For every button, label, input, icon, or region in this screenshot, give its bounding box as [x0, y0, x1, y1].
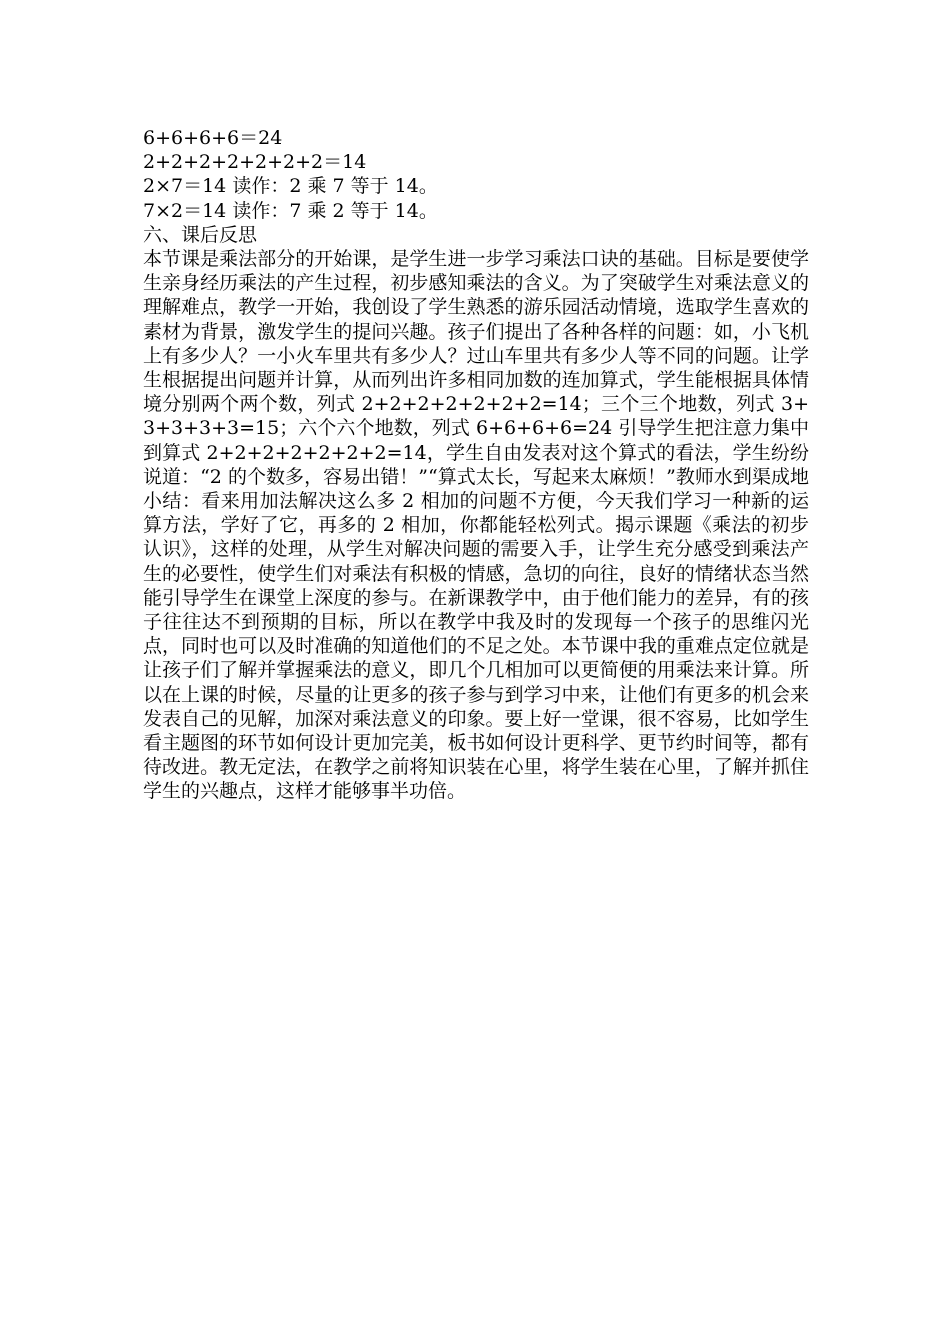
document-body	[143, 126, 809, 804]
section-heading: 六、课后反思	[143, 223, 258, 246]
equation-line: 2+2+2+2+2+2+2＝14	[143, 151, 367, 174]
equation-line: 6+6+6+6＝24	[143, 127, 283, 149]
equation-line: 7×2＝14 读作：7 乘 2 等于 14。	[143, 199, 438, 222]
reflection-paragraph: 本节课是乘法部分的开始课，是学生进一步学习乘法口诀的基础。目标是要使学生亲身经历乘法的产生过程，初步感知乘法的含义。为了突破学生对乘法意义的理解难点，教学一开始，我创设了学生熟悉的游乐园活动情境，选取学生喜欢的素材为背景，激发学生的提问兴趣。孩子们提出了各种各样的问题：如，小飞机上有多少人？一小火车里共有多少人？过山车里共有多少人等不同的问题。让学生根据提出问题并计算，从而列出许多相同加数的连加算式，学生能根据具体情境分别两个两个数，列式 2+2+2+2+2+2+2=14；三个三个地数，列式 3+3+3+3+3=15；六个六个地数，列式 6+6+6+6=24 引导学生把注意力集中到算式 2+2+2+2+2+2+2=14，学生自由发表对这个算式的看法，学生纷纷说道：“2 的个数多，容易出错！”“算式太长，写起来太麻烦！”教师水到渠成地小结：看来用加法解决这么多 2 相加的问题不方便，今天我们学习一种新的运算方法，学好了它，再多的 2 相加，你都能轻松列式。揭示课题《乘法的初步认识》，这样的处理，从学生对解决问题的需要入手，让学生充分感受到乘法产生的必要性，使学生们对乘法有积极的情感，急切的向往，良好的情绪状态当然能引导学生在课堂上深度的参与。在新课教学中，由于他们能力的差异，有的孩子往往达不到预期的目标，所以在教学中我及时的发现每一个孩子的思维闪光点，同时也可以及时准确的知道他们的不足之处。本节课中我的重难点定位就是让孩子们了解并掌握乘法的意义，即几个几相加可以更简便的用乘法来计算。所以在上课的时候，尽量的让更多的孩子参与到学习中来，让他们有更多的机会来发表自己的见解，加深对乘法意义的印象。要上好一堂课，很不容易，比如学生看主题图的环节如何设计更加完美，板书如何设计更科学、更节约时间等，都有待改进。教无定法，在教学之前将知识装在心里，将学生装在心里，了解并抓住学生的兴趣点，这样才能够事半功倍。	[143, 248, 809, 803]
equation-line: 2×7＝14 读作：2 乘 7 等于 14。	[143, 175, 438, 198]
